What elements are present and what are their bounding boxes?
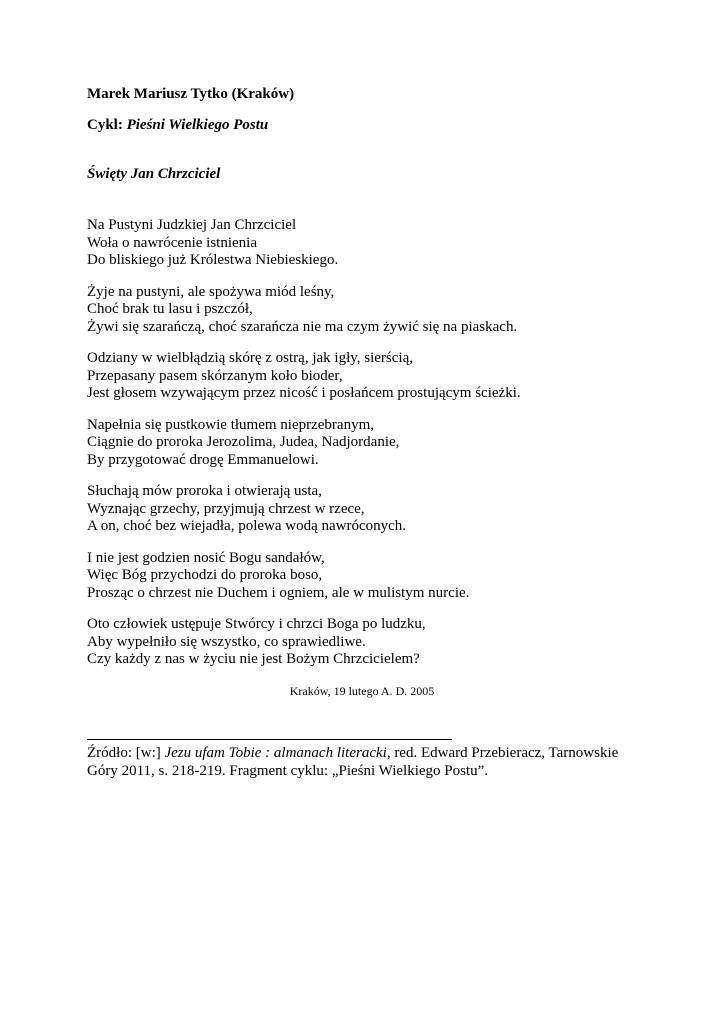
poem-line: I nie jest godzien nosić Bogu sandałów,	[87, 549, 325, 566]
stanza	[87, 350, 647, 403]
footnote-book-title: Jezu ufam Tobie : almanach literacki	[164, 745, 387, 761]
poem-line: Odziany w wielbłądzią skórę z ostrą, jak igły, sierścią,	[87, 350, 414, 366]
footnote-prefix: Źródło: [w:]	[87, 745, 165, 761]
poem-line: Do bliskiego już Królestwa Niebieskiego.	[87, 252, 339, 268]
stanza	[87, 284, 647, 337]
poem-line: Ciągnie do proroka Jerozolima, Judea, Nadjordanie,	[87, 434, 400, 450]
cycle-heading	[87, 117, 268, 134]
poem-line: Oto człowiek ustępuje Stwórcy i chrzci Boga po ludzku,	[87, 616, 426, 632]
poem-line: Choć brak tu lasu i pszczół,	[87, 301, 253, 317]
stanza	[87, 483, 647, 536]
poem-line: Żyje na pustyni, ale spożywa miód leśny,	[87, 283, 335, 300]
poem-line: Żywi się szarańczą, choć szarańcza nie ma czym żywić się na piaskach.	[87, 318, 518, 335]
dateline: Kraków, 19 lutego A. D. 2005	[289, 684, 435, 698]
poem-line: Jest głosem wzywającym przez nicość i posłańcem prostującym ścieżki.	[87, 385, 521, 401]
stanza	[87, 417, 647, 470]
poem-line: Czy każdy z nas w życiu nie jest Bożym Chrzcicielem?	[87, 651, 420, 667]
poem-title: Święty Jan Chrzciciel	[87, 166, 221, 182]
footnote-suffix: , red. Edward Przebieracz, Tarnowskie Góry 2011, s. 218-219. Fragment cyklu: „Pieśni Wielkiego Postu”.	[87, 745, 619, 779]
footnote-separator	[87, 739, 452, 740]
poem-line: Woła o nawrócenie istnienia	[87, 234, 257, 251]
author-heading: Marek Mariusz Tytko (Kraków)	[87, 86, 295, 102]
stanza	[87, 550, 647, 603]
poem-line: By przygotować drogę Emmanuelowi.	[87, 451, 319, 468]
poem-line: Prosząc o chrzest nie Duchem i ogniem, ale w mulistym nurcie.	[87, 584, 470, 601]
cycle-name: Pieśni Wielkiego Postu	[126, 117, 269, 133]
poem-line: Na Pustyni Judzkiej Jan Chrzciciel	[87, 217, 297, 233]
poem-line: Przepasany pasem skórzanym koło bioder,	[87, 367, 343, 384]
source-footnote	[87, 744, 643, 780]
poem-line: Aby wypełniło się wszystko, co sprawiedliwe.	[87, 633, 366, 650]
poem-line: Wyznając grzechy, przyjmują chrzest w rzece,	[87, 500, 365, 517]
stanza	[87, 616, 647, 669]
poem-line: Więc Bóg przychodzi do proroka boso,	[87, 567, 323, 583]
stanza	[87, 217, 647, 270]
poem-body	[87, 217, 647, 683]
poem-line: Słuchają mów proroka i otwierają usta,	[87, 483, 322, 499]
poem-line: A on, choć bez wiejadła, polewa wodą nawróconych.	[87, 518, 407, 534]
poem-line: Napełnia się pustkowie tłumem nieprzebranym,	[87, 416, 374, 433]
cycle-prefix: Cykl:	[87, 117, 127, 133]
